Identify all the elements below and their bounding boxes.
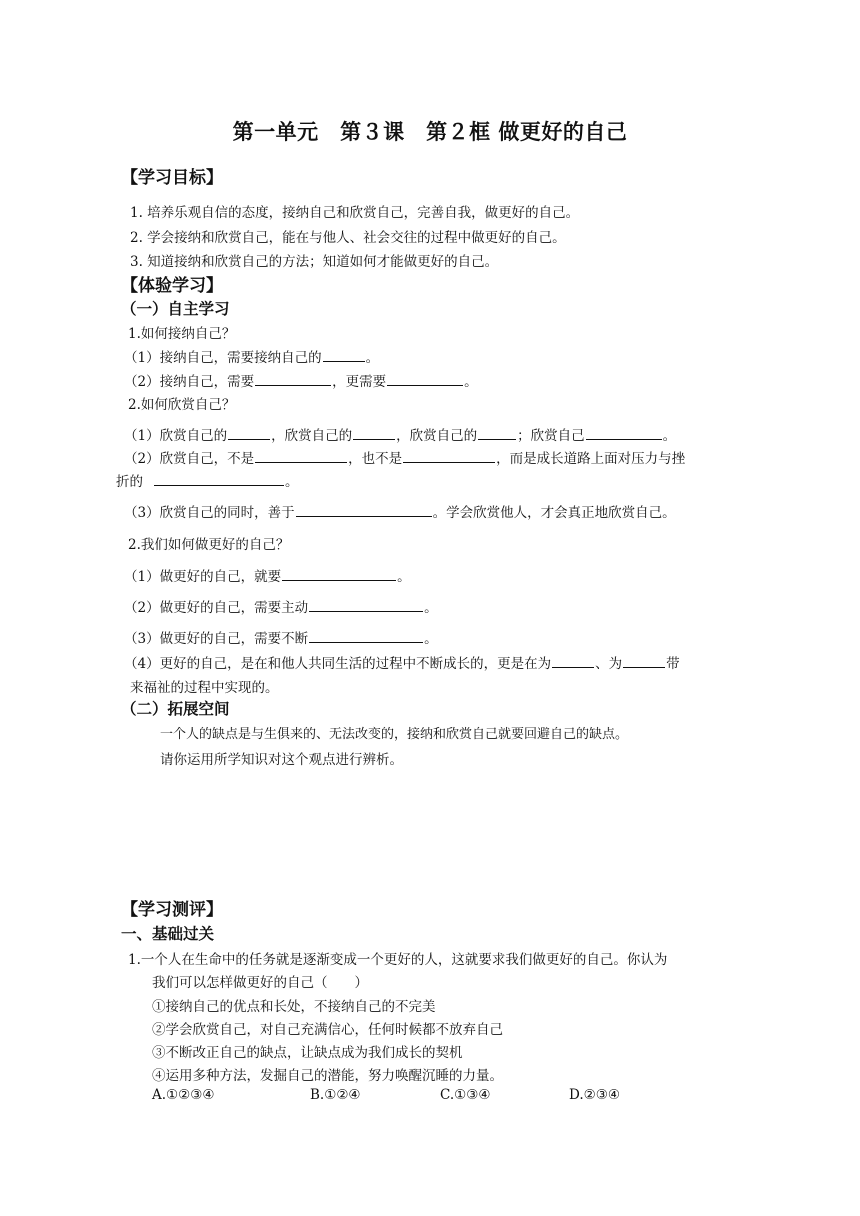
question-3-1: （1）做更好的自己，就要 。	[124, 569, 411, 585]
question-3: 2.我们如何做更好的自己？	[128, 537, 290, 553]
blank[interactable]	[309, 599, 423, 612]
goal-item-1: 1. 培养乐观自信的态度，接纳自己和欣赏自己，完善自我，做更好的自己。	[130, 205, 580, 221]
blank[interactable]	[255, 373, 331, 386]
mc-question-1-line-2: 我们可以怎样做更好的自己（ ）	[152, 975, 368, 991]
question-3-2: （2）做更好的自己，需要主动 。	[124, 600, 438, 616]
blank[interactable]	[309, 630, 423, 643]
basic-heading: 一、基础过关	[121, 925, 215, 943]
question-1: 1.如何接纳自己？	[128, 326, 236, 342]
blank[interactable]	[586, 427, 662, 440]
question-1-2: （2）接纳自己，需要 ，更需要 。	[124, 374, 478, 390]
question-3-4-cont: 来福祉的过程中实现的。	[130, 680, 279, 696]
option-d[interactable]: D.②③④	[569, 1087, 620, 1103]
question-2-2-cont: 折的 。	[116, 474, 299, 490]
goals-heading: 【学习目标】	[121, 168, 223, 188]
option-a[interactable]: A.①②③④	[152, 1087, 215, 1103]
question-3-3: （3）做更好的自己，需要不断 。	[124, 631, 438, 647]
blank[interactable]	[228, 427, 270, 440]
blank[interactable]	[552, 655, 594, 668]
statement-2: ②学会欣赏自己，对自己充满信心，任何时候都不放弃自己	[152, 1022, 503, 1038]
blank[interactable]	[296, 504, 432, 517]
extension-prompt: 请你运用所学知识对这个观点进行辨析。	[160, 752, 403, 768]
option-c[interactable]: C.①③④	[440, 1087, 491, 1103]
self-study-heading: （一）自主学习	[121, 300, 230, 318]
page-title: 第一单元 第３课 第２框 做更好的自己	[232, 120, 628, 144]
experience-heading: 【体验学习】	[121, 276, 223, 296]
goal-item-2: 2. 学会接纳和欣赏自己，能在与他人、社会交往的过程中做更好的自己。	[130, 230, 566, 246]
blank[interactable]	[403, 450, 495, 463]
statement-4: ④运用多种方法，发掘自己的潜能，努力唤醒沉睡的力量。	[152, 1068, 503, 1084]
blank[interactable]	[323, 349, 365, 362]
blank[interactable]	[255, 450, 347, 463]
question-3-4: （4）更好的自己，是在和他人共同生活的过程中不断成长的，更是在为 、为 带	[124, 656, 680, 672]
blank[interactable]	[353, 427, 395, 440]
mc-question-1-line-1: 1.一个人在生命中的任务就是逐渐变成一个更好的人，这就要求我们做更好的自己。你认为	[128, 952, 668, 968]
extension-statement: 一个人的缺点是与生俱来的、无法改变的，接纳和欣赏自己就要回避自己的缺点。	[160, 727, 629, 742]
statement-1: ①接纳自己的优点和长处，不接纳自己的不完美	[152, 999, 436, 1015]
assessment-heading: 【学习测评】	[121, 900, 223, 920]
question-2-1: （1）欣赏自己的 ，欣赏自己的 ，欣赏自己的 ；欣赏自己 。	[124, 428, 677, 444]
question-2-3: （3）欣赏自己的同时，善于 。学会欣赏他人，才会真正地欣赏自己。	[124, 505, 676, 521]
question-1-1: （1）接纳自己，需要接纳自己的 。	[124, 350, 380, 366]
blank[interactable]	[478, 427, 516, 440]
blank[interactable]	[282, 568, 396, 581]
statement-3: ③不断改正自己的缺点，让缺点成为我们成长的契机	[152, 1045, 463, 1061]
goal-item-3: 3. 知道接纳和欣赏自己的方法；知道如何才能做更好的自己。	[130, 254, 499, 270]
option-b[interactable]: B.①②④	[310, 1087, 361, 1103]
extension-heading: （二）拓展空间	[121, 700, 230, 718]
question-2: 2.如何欣赏自己？	[128, 397, 236, 413]
question-2-2: （2）欣赏自己，不是 ，也不是 ，而是成长道路上面对压力与挫	[124, 451, 686, 467]
blank[interactable]	[387, 373, 463, 386]
blank[interactable]	[623, 655, 665, 668]
blank[interactable]	[154, 473, 284, 486]
